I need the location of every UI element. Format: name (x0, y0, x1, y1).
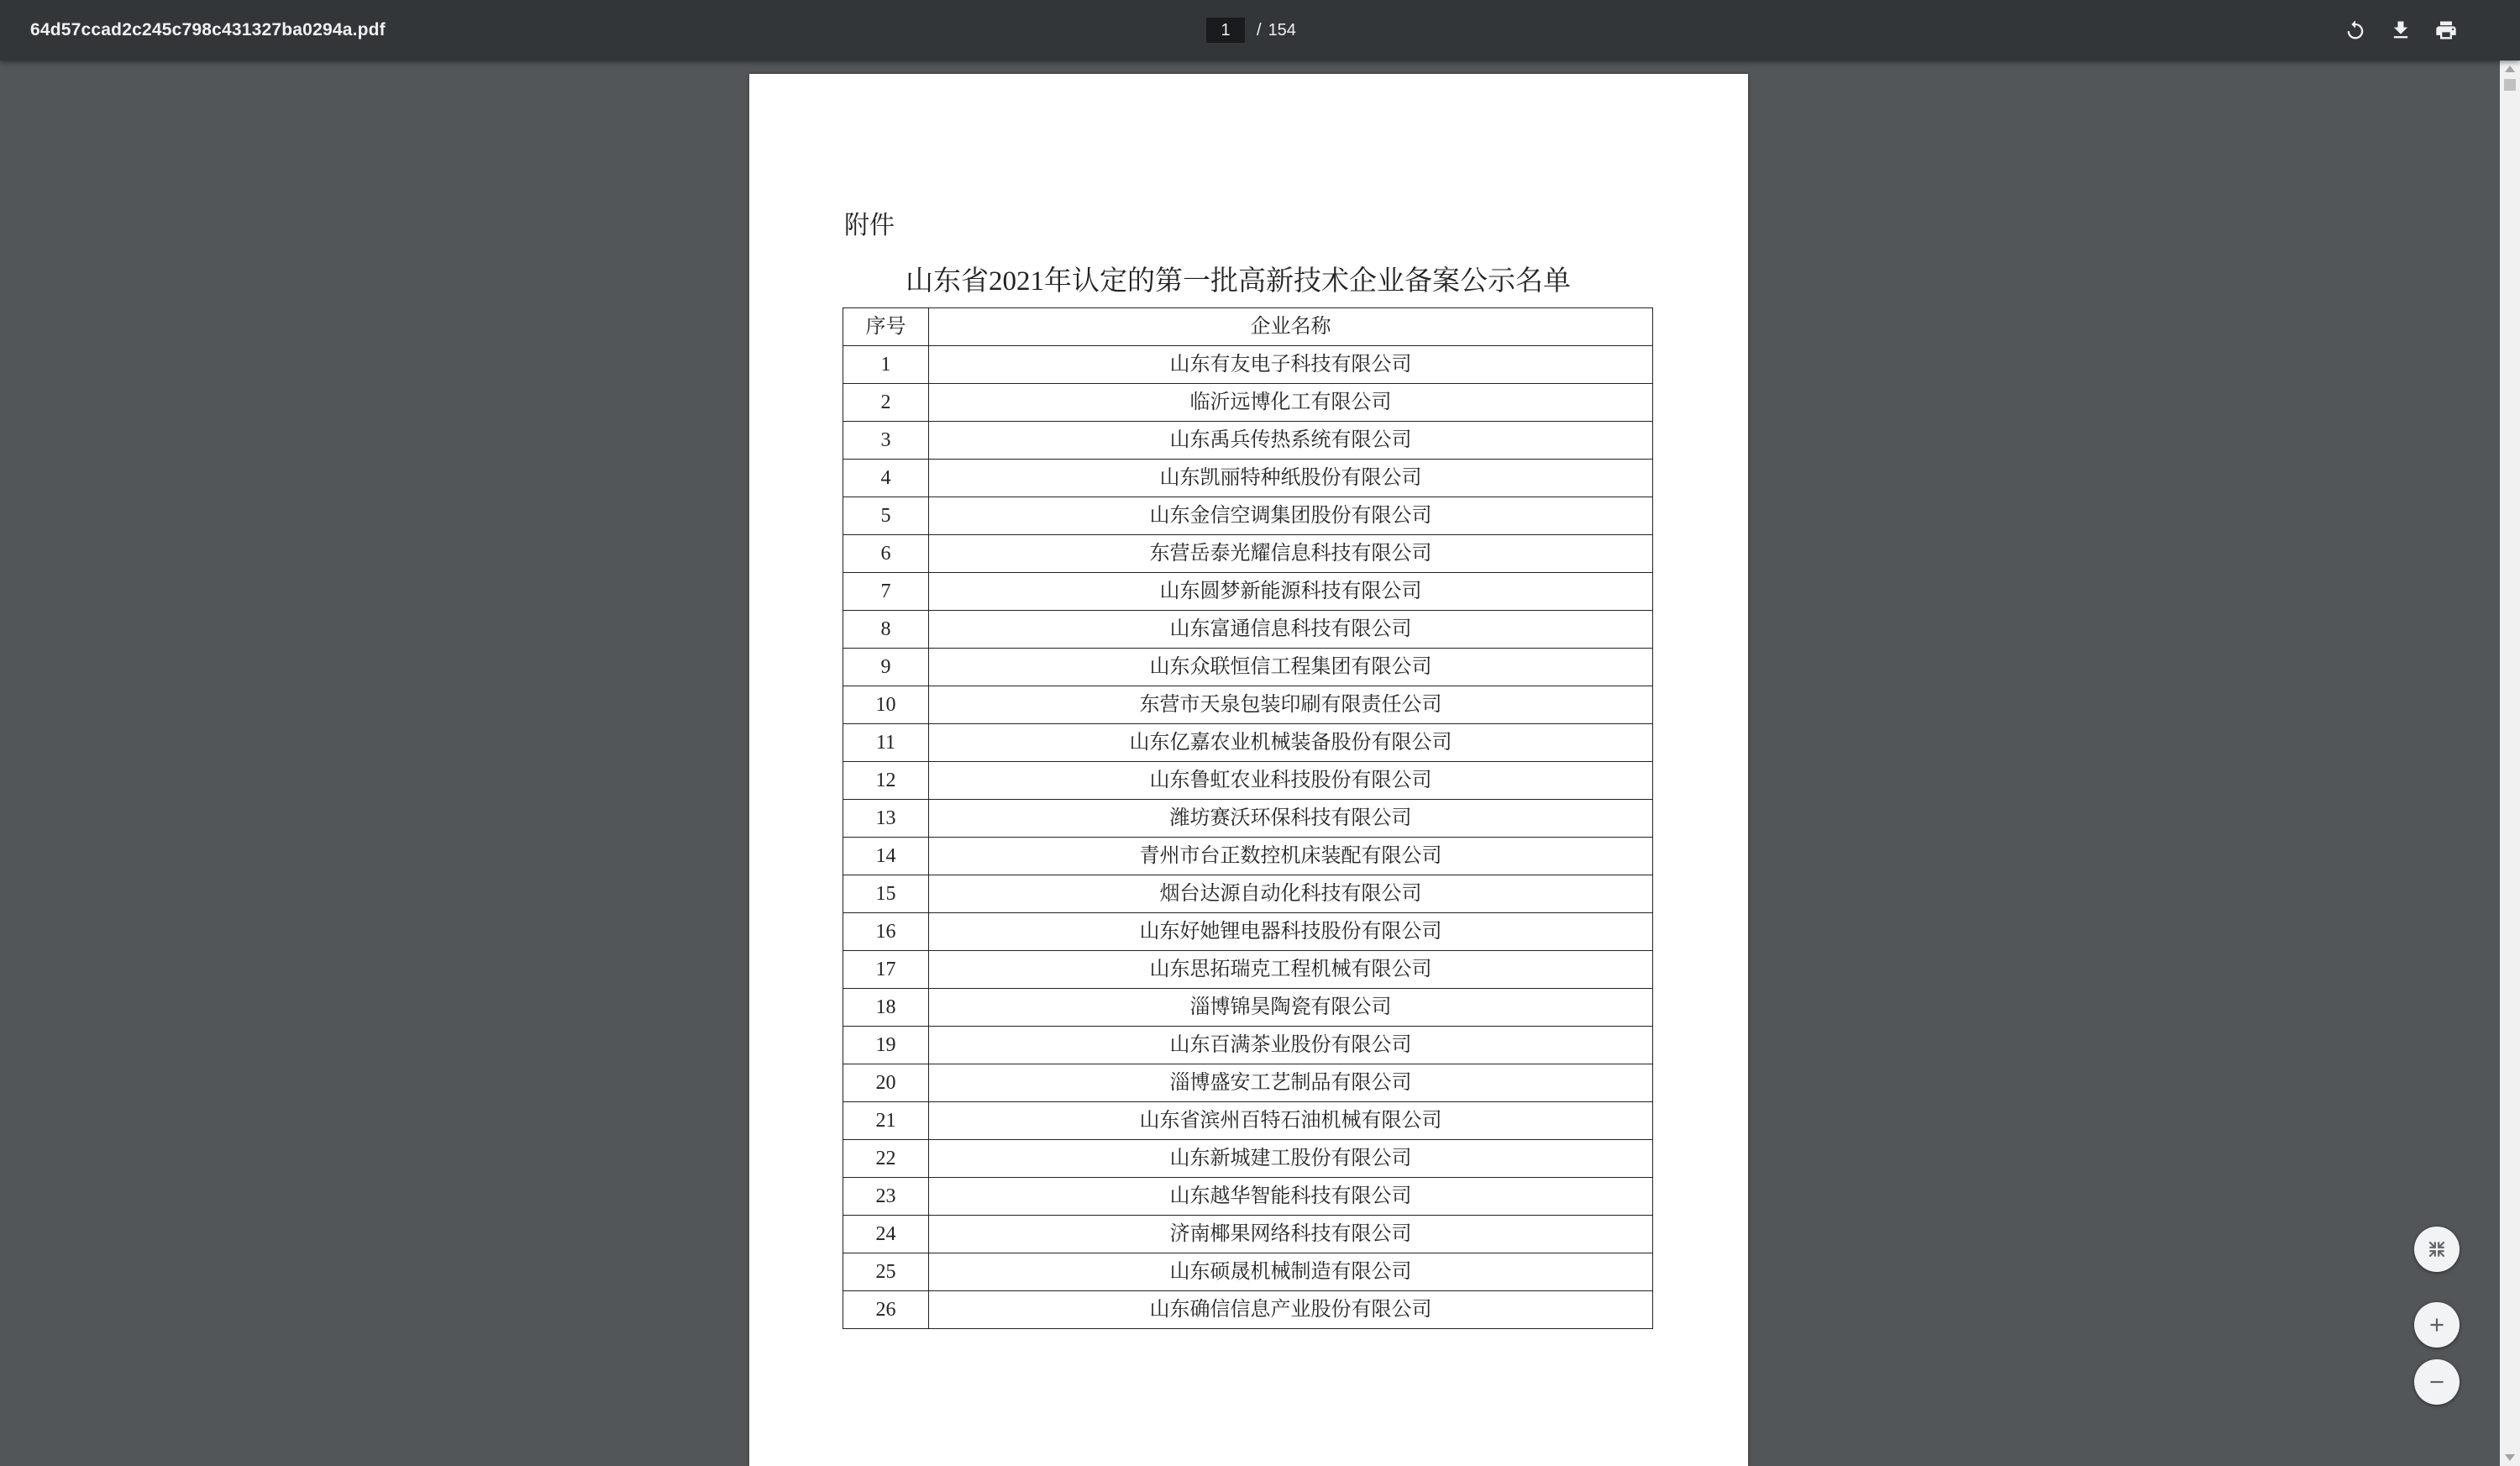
row-number: 26 (843, 1291, 929, 1329)
company-name: 淄博锦昊陶瓷有限公司 (929, 989, 1653, 1027)
table-row (843, 838, 1653, 875)
company-name: 山东确信信息产业股份有限公司 (929, 1291, 1653, 1329)
table-row (843, 422, 1653, 460)
table-row (843, 1027, 1653, 1064)
table-row (843, 1253, 1653, 1291)
table-title: 山东省2021年认定的第一批高新技术企业备案公示名单 (906, 266, 1571, 297)
header-company-name: 企业名称 (929, 308, 1653, 346)
row-number: 14 (843, 838, 929, 875)
row-number: 15 (843, 875, 929, 913)
company-name: 潍坊赛沃环保科技有限公司 (929, 800, 1653, 838)
company-name: 东营市天泉包装印刷有限责任公司 (929, 686, 1653, 724)
fit-to-page-button[interactable] (2414, 1227, 2460, 1272)
table-row (843, 346, 1653, 384)
scroll-up-icon (2505, 66, 2515, 72)
row-number: 5 (843, 497, 929, 535)
company-name: 山东众联恒信工程集团有限公司 (929, 649, 1653, 686)
page-separator: / (1257, 20, 1262, 39)
row-number: 19 (843, 1027, 929, 1064)
row-number: 22 (843, 1140, 929, 1178)
row-number: 25 (843, 1253, 929, 1291)
company-name: 山东凯丽特种纸股份有限公司 (929, 460, 1653, 497)
page-total: 154 (1268, 20, 1296, 39)
download-button[interactable] (2384, 13, 2418, 47)
table-row (843, 800, 1653, 838)
rotate-icon (2344, 18, 2367, 42)
table-row (843, 724, 1653, 762)
row-number: 12 (843, 762, 929, 800)
table-row (843, 913, 1653, 951)
company-name: 淄博盛安工艺制品有限公司 (929, 1064, 1653, 1102)
company-name: 山东亿嘉农业机械装备股份有限公司 (929, 724, 1653, 762)
table-row (843, 384, 1653, 422)
download-icon (2389, 18, 2412, 42)
table-row (843, 535, 1653, 573)
row-number: 1 (843, 346, 929, 384)
row-number: 9 (843, 649, 929, 686)
table-row (843, 1140, 1653, 1178)
company-name: 山东好她锂电器科技股份有限公司 (929, 913, 1653, 951)
rotate-button[interactable] (2339, 13, 2372, 47)
row-number: 11 (843, 724, 929, 762)
table-header-row (843, 308, 1653, 346)
row-number: 7 (843, 573, 929, 611)
row-number: 6 (843, 535, 929, 573)
table-row (843, 1291, 1653, 1329)
row-number: 20 (843, 1064, 929, 1102)
scrollbar-thumb[interactable] (2504, 79, 2516, 91)
table-row (843, 875, 1653, 913)
scroll-down-icon (2505, 1454, 2515, 1461)
company-name: 山东富通信息科技有限公司 (929, 611, 1653, 649)
print-button[interactable] (2429, 13, 2463, 47)
header-serial-number: 序号 (843, 308, 929, 346)
pdf-toolbar (0, 0, 2520, 60)
page-navigator (1206, 17, 1296, 44)
row-number: 3 (843, 422, 929, 460)
table-row (843, 649, 1653, 686)
company-name: 山东百满茶业股份有限公司 (929, 1027, 1653, 1064)
row-number: 16 (843, 913, 929, 951)
vertical-scrollbar[interactable] (2500, 60, 2520, 1466)
table-row (843, 1064, 1653, 1102)
company-table (843, 307, 1653, 1329)
table-row (843, 1178, 1653, 1216)
table-row (843, 951, 1653, 989)
company-name: 东营岳泰光耀信息科技有限公司 (929, 535, 1653, 573)
row-number: 21 (843, 1102, 929, 1140)
company-name: 山东禹兵传热系统有限公司 (929, 422, 1653, 460)
company-name: 山东思拓瑞克工程机械有限公司 (929, 951, 1653, 989)
company-name: 山东越华智能科技有限公司 (929, 1178, 1653, 1216)
zoom-in-button[interactable] (2414, 1302, 2460, 1348)
row-number: 18 (843, 989, 929, 1027)
company-name: 山东新城建工股份有限公司 (929, 1140, 1653, 1178)
zoom-out-button[interactable] (2414, 1359, 2460, 1405)
zoom-in-icon (2426, 1314, 2448, 1336)
document-title: 64d57ccad2c245c798c431327ba0294a.pdf (30, 20, 386, 39)
print-icon (2434, 18, 2458, 42)
company-name: 烟台达源自动化科技有限公司 (929, 875, 1653, 913)
table-row (843, 460, 1653, 497)
table-row (843, 1102, 1653, 1140)
row-number: 8 (843, 611, 929, 649)
table-row (843, 989, 1653, 1027)
table-row (843, 762, 1653, 800)
page-number-input[interactable] (1206, 18, 1245, 43)
zoom-out-icon (2426, 1371, 2448, 1393)
company-name: 山东省滨州百特石油机械有限公司 (929, 1102, 1653, 1140)
company-name: 山东鲁虹农业科技股份有限公司 (929, 762, 1653, 800)
row-number: 2 (843, 384, 929, 422)
row-number: 23 (843, 1178, 929, 1216)
company-name: 济南椰果网络科技有限公司 (929, 1216, 1653, 1253)
fit-to-page-icon (2426, 1238, 2448, 1260)
company-name: 临沂远博化工有限公司 (929, 384, 1653, 422)
company-name: 山东金信空调集团股份有限公司 (929, 497, 1653, 535)
row-number: 4 (843, 460, 929, 497)
scroll-up-arrow[interactable] (2500, 60, 2520, 77)
scroll-down-arrow[interactable] (2500, 1449, 2520, 1466)
company-name: 山东有友电子科技有限公司 (929, 346, 1653, 384)
table-row (843, 686, 1653, 724)
table-row (843, 573, 1653, 611)
table-row (843, 1216, 1653, 1253)
table-row (843, 611, 1653, 649)
row-number: 10 (843, 686, 929, 724)
table-row (843, 497, 1653, 535)
attachment-label: 附件 (844, 212, 895, 239)
row-number: 24 (843, 1216, 929, 1253)
company-name: 山东圆梦新能源科技有限公司 (929, 573, 1653, 611)
pdf-page (749, 74, 1748, 1466)
row-number: 17 (843, 951, 929, 989)
company-name: 山东硕晟机械制造有限公司 (929, 1253, 1653, 1291)
row-number: 13 (843, 800, 929, 838)
company-name: 青州市台正数控机床装配有限公司 (929, 838, 1653, 875)
